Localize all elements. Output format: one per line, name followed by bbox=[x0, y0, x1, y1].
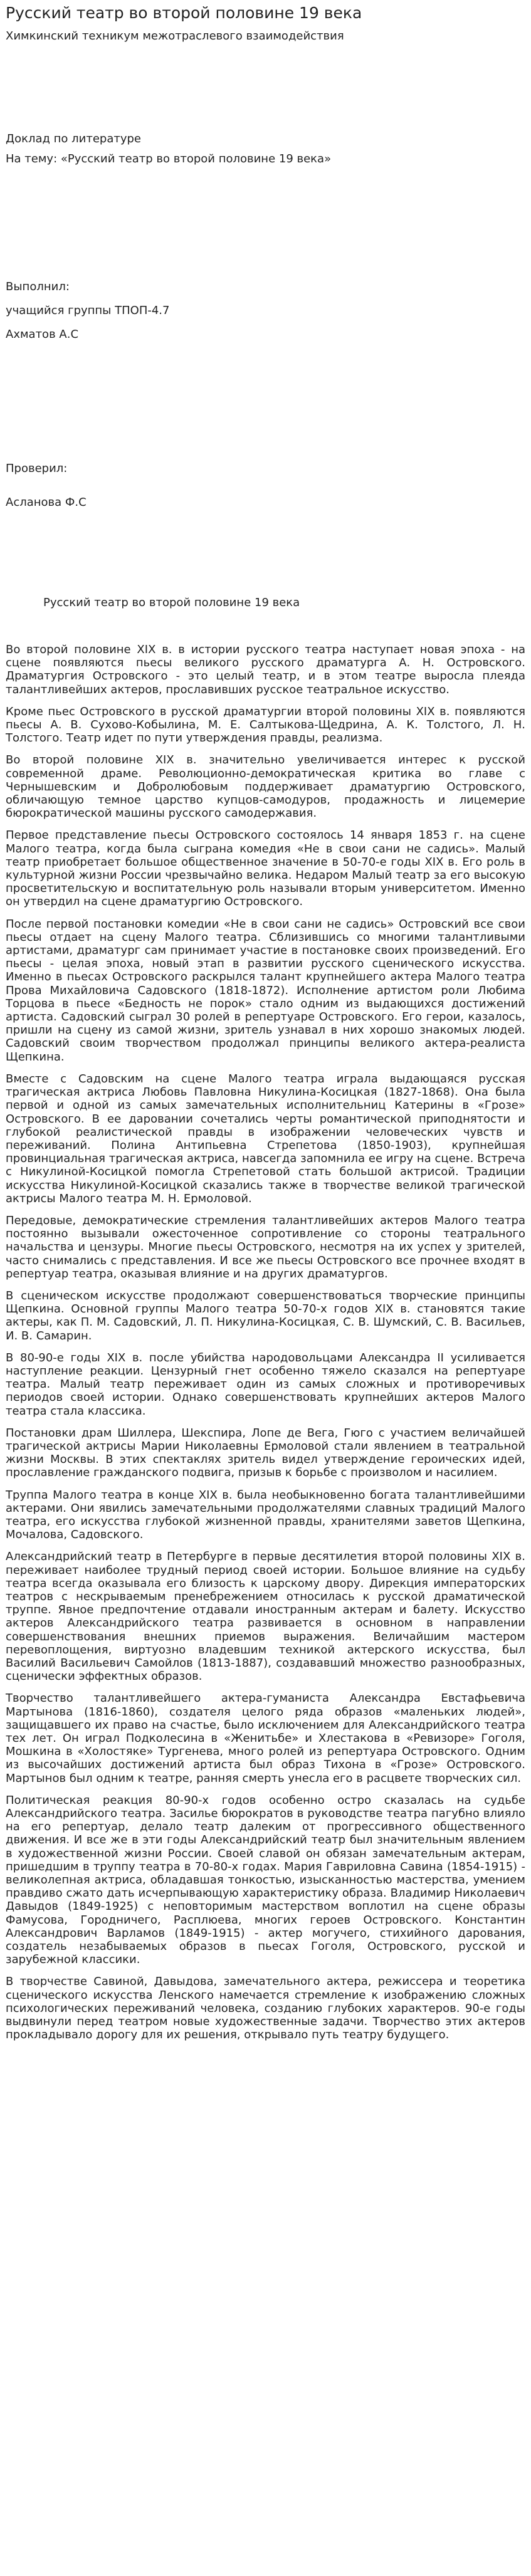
paragraph: После первой постановки комедии «Не в свои сани не садись» Островский все свои пьесы отдает на сцену Малого театра. Сблизившись со многими талантливыми артистами, драматург сам принимает участие в постановке своих произведений. Его пьесы - целая эпоха, новый этап в развитии русского сценического искусства. Именно в пьесах Островского раскрылся талант крупнейшего актера Малого театра Прова Михайловича Садовского (1818-1872). Исполнение артистом роли Любима Торцова в пьесе «Бедность не порок» стало одним из выдающихся достижений артиста. Садовский сыграл 30 ролей в репертуаре Островского. Его герои, казалось, пришли на сцену из самой жизни, зритель узнавал в них хорошо знакомых людей. Садовский своим творчеством продолжал принципы великого актера-реалиста Щепкина. bbox=[6, 917, 525, 1064]
report-body bbox=[6, 643, 525, 2042]
paragraph: Первое представление пьесы Островского состоялось 14 января 1853 г. на сцене Малого театра, когда была сыграна комедия «Не в свои сани не садись». Малый театр приобретает большое общественное значение в 50-70-е годы XIX в. Его роль в культурной жизни России чрезвычайно велика. Недаром Малый театр за его высокую просветительскую и воспитательную роль называли вторым университетом. Именно он утвердил на сцене драматургию Островского. bbox=[6, 829, 525, 909]
paragraph: В сценическом искусстве продолжают совершенствоваться творческие принципы Щепкина. Основной группы Малого театра 50-70-х годов XIX в. становятся такие актеры, как П. М. Садовский, Л. П. Никулина-Косицкая, С. В. Шумский, С. В. Васильев, И. В. Самарин. bbox=[6, 1289, 525, 1343]
paragraph: В 80-90-е годы XIX в. после убийства народовольцами Александра II усиливается наступление реакции. Цензурный гнет особенно тяжело сказался на репертуаре театра. Малый театр переживает один из самых сложных и противоречивых периодов своей истории. Однако совершенствовать крупнейших актеров Малого театра стала классика. bbox=[6, 1351, 525, 1418]
paragraph: Во второй половине XIX в. значительно увеличивается интерес к русской современной драме. Революционно-демократическая критика во главе с Чернышевским и Добролюбовым поддерживает драматургию Островского, обличающую темное царство купцов-самодуров, продажность и лицемерие бюрократической машины русского самодержавия. bbox=[6, 753, 525, 820]
paragraph: В творчестве Савиной, Давыдова, замечательного актера, режиссера и теоретика сценического искусства Ленского намечается стремление к изображению сложных психологических переживаний человека, созданию глубоких характеров. 90-е годы выдвинули перед театром новые художественные задачи. Творчество этих актеров прокладывало дорогу для их решения, открывало путь театру будущего. bbox=[6, 1975, 525, 2042]
performer-group: учащийся группы ТПОП-4.7 bbox=[6, 304, 170, 317]
paragraph: Творчество талантливейшего актера-гуманиста Александра Евстафьевича Мартынова (1816-1860), создателя целого ряда образов «маленьких людей», защищавшего их право на счастье, было исключением для Александрийского театра тех лет. Он играл Подколесина в «Женитьбе» и Хлестакова в «Ревизоре» Гоголя, Мошкина в «Холостяке» Тургенева, много ролей из репертуара Островского. Одним из высочайших достижений артиста был образ Тихона в «Грозе» Островского. Мартынов был одним к театре, ранняя смерть унесла его в расцвете творческих сил. bbox=[6, 1692, 525, 1785]
paragraph: Передовые, демократические стремления талантливейших актеров Малого театра постоянно вызывали ожесточенное сопротивление со стороны театрального начальства и цензуры. Многие пьесы Островского, несмотря на их успех у зрителей, часто снимались с представления. И все же пьесы Островского все прочнее входят в репертуар театра, оказывая влияние и на других драматургов. bbox=[6, 1213, 525, 1280]
paragraph: Во второй половине XIX в. в истории русского театра наступает новая эпоха - на сцене появляются пьесы великого русского драматурга А. Н. Островского. Драматургия Островского - это целый театр, и в этом театре выросла плеяда талантливейших актеров, прославивших русское театральное искусство. bbox=[6, 643, 525, 696]
body-title: Русский театр во второй половине 19 века bbox=[43, 596, 300, 609]
checked-label: Проверил: bbox=[6, 462, 68, 475]
document-title: Русский театр во второй половине 19 века bbox=[6, 4, 362, 22]
paragraph: Труппа Малого театра в конце XIX в. была необыкновенно богата талантливейшими актерами. Они явились замечательными продолжателями славных традиций Малого театра, его искусства глубокой жизненной правды, хранителями заветов Щепкина, Мочалова, Садовского. bbox=[6, 1488, 525, 1542]
institution-name: Химкинский техникум межотраслевого взаимодействия bbox=[6, 29, 344, 43]
paragraph: Вместе с Садовским на сцене Малого театра играла выдающаяся русская трагическая актриса Любовь Павловна Никулина-Косицкая (1827-1868). Она была первой и одной из самых замечательных исполнительниц Катерины в «Грозе» Островского. В ее даровании сочетались черты романтической приподнятости и глубокой реалистической правды в изображении человеческих чувств и переживаний. Полина Антипьевна Стрепетова (1850-1903), крупнейшая провинциальная трагическая актриса, навсегда запомнила ее игру на сцене. Встреча с Никулиной-Косицкой помогла Стрепетовой стать большой актрисой. Традиции искусства Никулиной-Косицкой сказались также в творчестве великой трагической актрисы Малого театра М. Н. Ермоловой. bbox=[6, 1072, 525, 1205]
report-topic: На тему: «Русский театр во второй половине 19 века» bbox=[6, 152, 332, 165]
performed-label: Выполнил: bbox=[6, 280, 70, 293]
paragraph: Кроме пьес Островского в русской драматургии второй половины XIX в. появляются пьесы А. В. Сухово-Кобылина, М. Е. Салтыкова-Щедрина, А. К. Толстого, Л. Н. Толстого. Театр идет по пути утверждения правды, реализма. bbox=[6, 704, 525, 745]
paragraph: Александрийский театр в Петербурге в первые десятилетия второй половины XIX в. переживает наиболее трудный период своей истории. Большое влияние на судьбу театра всегда оказывала его близость к царскому двору. Дирекция императорских театров с нескрываемым пренебрежением относилась к русской драматической труппе. Явное предпочтение отдавали иностранным актерам и балету. Искусство актеров Александрийского театра развивается в основном в направлении совершенствования внешних приемов выражения. Величайшим мастером перевоплощения, виртуозно владевшим техникой актерского искусства, был Василий Васильевич Самойлов (1813-1887), создававший множество разнообразных, сценически эффектных образов. bbox=[6, 1550, 525, 1683]
paragraph: Политическая реакция 80-90-х годов особенно остро сказалась на судьбе Александрийского театра. Засилье бюрократов в руководстве театра пагубно влияло на его репертуар, делало театр далеким от прогрессивного общественного движения. И все же в эти годы Александрийский театр был значительным явлением в художественной жизни России. Своей славой он обязан замечательным актерам, пришедшим в труппу театра в 70-80-х годах. Мария Гавриловна Савина (1854-1915) - великолепная актриса, обладавшая тонкостью, изысканностью мастерства, умением правдиво сжато дать исчерпывающую характеристику образа. Владимир Николаевич Давыдов (1849-1925) с неповторимым мастерством воплотил на сцене образы Фамусова, Городничего, Расплюева, многих героев Островского. Константин Александрович Варламов (1849-1915) - актер могучего, стихийного дарования, создатель незабываемых образов в пьесах Гоголя, Островского, русской и зарубежной классики. bbox=[6, 1793, 525, 1967]
checker-name: Асланова Ф.С bbox=[6, 496, 87, 509]
paragraph: Постановки драм Шиллера, Шекспира, Лопе де Вега, Гюго с участием величайшей трагической актрисы Марии Николаевны Ермоловой стали явлением в театральной жизни Москвы. В этих спектаклях зритель видел утверждение героических идей, прославление гражданского подвига, призыв к борьбе с произволом и насилием. bbox=[6, 1426, 525, 1480]
report-type: Доклад по литературе bbox=[6, 132, 142, 145]
performer-name: Ахматов А.С bbox=[6, 328, 79, 341]
